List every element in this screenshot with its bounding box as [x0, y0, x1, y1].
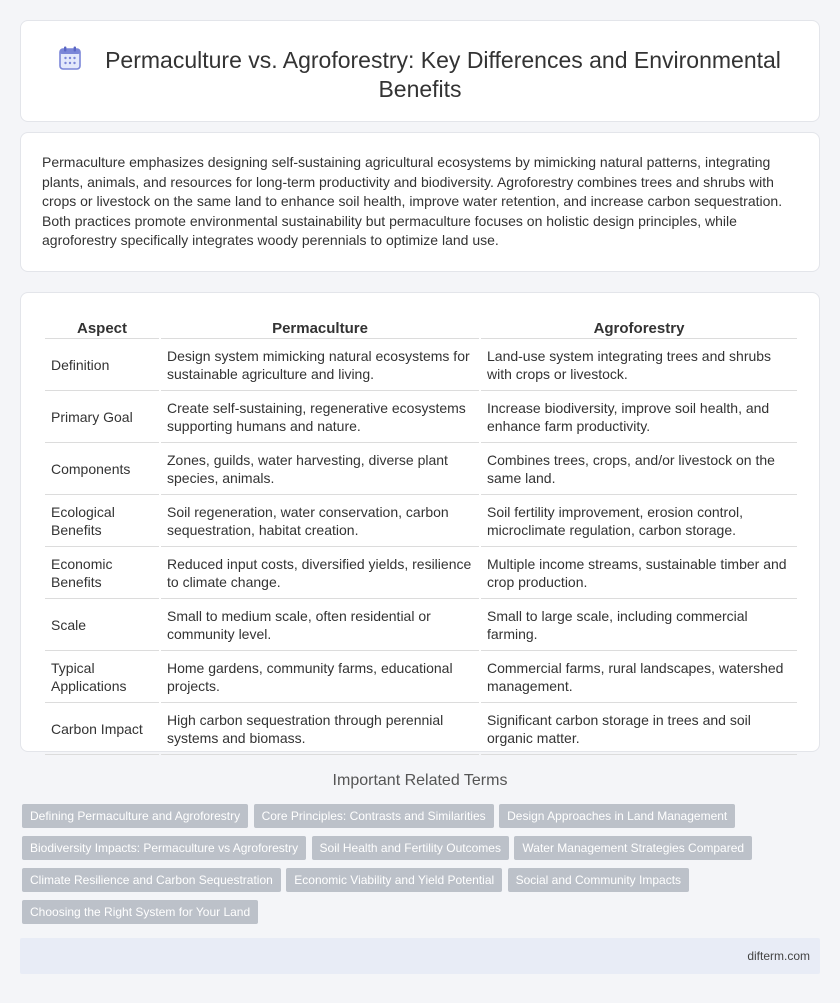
footer	[20, 938, 820, 974]
agroforestry-cell: Increase biodiversity, improve soil health, and enhance farm productivity.	[481, 391, 797, 443]
table-row	[45, 443, 797, 495]
permaculture-cell: Small to medium scale, often residential or community level.	[161, 599, 479, 651]
page-title: Permaculture vs. Agroforestry: Key Differences and Environmental Benefits	[105, 47, 781, 102]
permaculture-cell: Zones, guilds, water harvesting, diverse plant species, animals.	[161, 443, 479, 495]
aspect-cell: Primary Goal	[45, 391, 159, 443]
page-title-wrap	[41, 44, 799, 104]
permaculture-cell: Soil regeneration, water conservation, carbon sequestration, habitat creation.	[161, 495, 479, 547]
aspect-cell: Scale	[45, 599, 159, 651]
table-row	[45, 547, 797, 599]
related-term-tag[interactable]: Biodiversity Impacts: Permaculture vs Agroforestry	[22, 836, 306, 860]
permaculture-cell: Reduced input costs, diversified yields, resilience to climate change.	[161, 547, 479, 599]
table-row	[45, 703, 797, 755]
aspect-cell: Carbon Impact	[45, 703, 159, 755]
aspect-cell: Ecological Benefits	[45, 495, 159, 547]
permaculture-cell: Design system mimicking natural ecosystems for sustainable agriculture and living.	[161, 339, 479, 391]
related-term-tag[interactable]: Design Approaches in Land Management	[499, 804, 735, 828]
related-term-tag[interactable]: Economic Viability and Yield Potential	[286, 868, 502, 892]
related-term-tag[interactable]: Climate Resilience and Carbon Sequestration	[22, 868, 281, 892]
intro-paragraph: Permaculture emphasizes designing self-sustaining agricultural ecosystems by mimicking natural patterns, integrating plants, animals, and resources for long-term productivity and biodiversity. Agroforestry combines trees and shrubs with crops or livestock on the same land to enhance soil health, improve water retention, and increase carbon sequestration. Both practices promote environmental sustainability but permaculture focuses on holistic design principles, while agroforestry specifically integrates woody perennials to optimize land use.	[42, 154, 783, 249]
agroforestry-cell: Combines trees, crops, and/or livestock on the same land.	[481, 443, 797, 495]
comparison-table	[43, 315, 799, 755]
agroforestry-cell: Land-use system integrating trees and shrubs with crops or livestock.	[481, 339, 797, 391]
agroforestry-cell: Multiple income streams, sustainable timber and crop production.	[481, 547, 797, 599]
agroforestry-cell: Soil fertility improvement, erosion control, microclimate regulation, carbon storage.	[481, 495, 797, 547]
aspect-cell: Typical Applications	[45, 651, 159, 703]
table-row	[45, 599, 797, 651]
intro-card	[20, 132, 820, 272]
table-row	[45, 651, 797, 703]
aspect-cell: Definition	[45, 339, 159, 391]
header-permaculture: Permaculture	[161, 315, 479, 339]
related-terms-title: Important Related Terms	[332, 772, 508, 789]
title-card	[20, 20, 820, 122]
comparison-card	[20, 292, 820, 752]
footer-site-link[interactable]: difterm.com	[747, 949, 810, 963]
table-row	[45, 495, 797, 547]
permaculture-cell: Home gardens, community farms, educational projects.	[161, 651, 479, 703]
agroforestry-cell: Small to large scale, including commercial farming.	[481, 599, 797, 651]
header-agroforestry: Agroforestry	[481, 315, 797, 339]
permaculture-cell: Create self-sustaining, regenerative ecosystems supporting humans and nature.	[161, 391, 479, 443]
related-term-tag[interactable]: Core Principles: Contrasts and Similarities	[254, 804, 494, 828]
aspect-cell: Economic Benefits	[45, 547, 159, 599]
agroforestry-cell: Commercial farms, rural landscapes, watershed management.	[481, 651, 797, 703]
table-header-row	[45, 315, 797, 339]
agroforestry-cell: Significant carbon storage in trees and soil organic matter.	[481, 703, 797, 755]
related-term-tag[interactable]: Social and Community Impacts	[508, 868, 689, 892]
table-row	[45, 339, 797, 391]
aspect-cell: Components	[45, 443, 159, 495]
calendar-icon	[59, 46, 81, 70]
table-row	[45, 391, 797, 443]
related-terms-list	[22, 804, 822, 932]
related-term-tag[interactable]: Soil Health and Fertility Outcomes	[312, 836, 509, 860]
header-aspect: Aspect	[45, 315, 159, 339]
permaculture-cell: High carbon sequestration through perennial systems and biomass.	[161, 703, 479, 755]
related-term-tag[interactable]: Choosing the Right System for Your Land	[22, 900, 258, 924]
related-term-tag[interactable]: Defining Permaculture and Agroforestry	[22, 804, 248, 828]
related-term-tag[interactable]: Water Management Strategies Compared	[514, 836, 752, 860]
